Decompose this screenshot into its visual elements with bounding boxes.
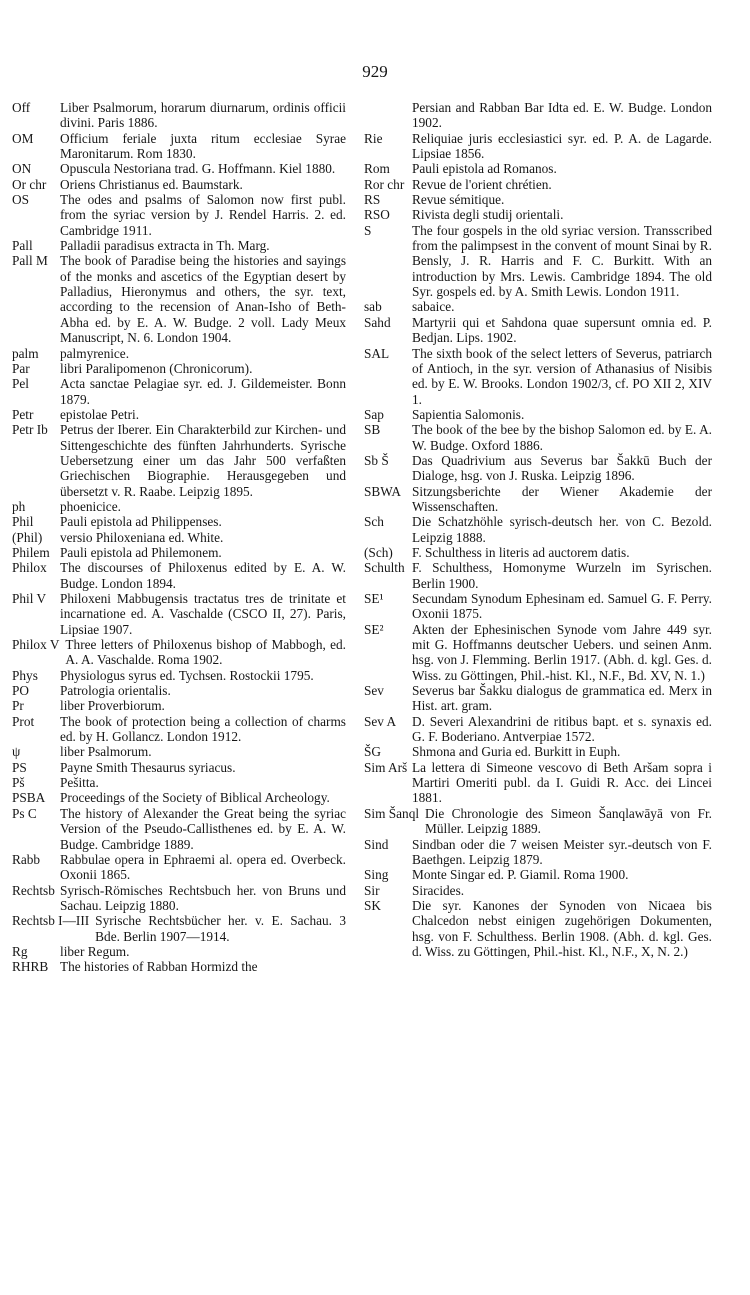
abbreviation-entry	[364, 806, 712, 837]
abbreviation-entry	[12, 637, 346, 668]
entry-description: Rabbulae opera in Ephraemi al. opera ed. Overbeck. Oxonii 1865.	[60, 851, 346, 883]
entry-description: Martyrii qui et Sahdona quae supersunt omnia ed. P. Bedjan. Lips. 1902.	[412, 314, 712, 346]
entry-abbreviation: Phil	[12, 514, 34, 530]
abbreviation-entry	[12, 407, 346, 422]
entry-abbreviation: Sahd	[364, 314, 391, 330]
entry-description: Die Schatzhöhle syrisch-deutsch her. von C. Bezold. Leipzig 1888.	[412, 514, 712, 545]
abbreviation-entry	[364, 177, 712, 192]
entry-description: liber Proverbiorum.	[60, 698, 165, 714]
entry-description: The discourses of Philoxenus edited by E. A. W. Budge. London 1894.	[60, 560, 346, 591]
entry-description: Siracides.	[412, 882, 465, 898]
entry-description: Rivista degli studij orientali.	[412, 207, 564, 223]
entry-description: Akten der Ephesinischen Synode vom Jahre 449 syr. mit G. Hoffmanns deutscher Uebers. und seinen Anm. hsg. von J. Flemming. Berlin 1917. (Abh. d. kgl. Ges. d. Wiss. zu Göttingen, Phil.-hist. Kl., N.F., Bd. XV, N. 1.)	[412, 621, 712, 683]
entry-abbreviation: Par	[12, 360, 30, 376]
entry-description: The book of protection being a collection of charms ed. by H. Gollancz. London 1912.	[60, 713, 346, 745]
entry-abbreviation: Sev A	[364, 713, 397, 729]
entry-abbreviation: Sing	[364, 867, 389, 883]
entry-description: Palladii paradisus extracta in Th. Marg.	[60, 238, 270, 254]
entry-abbreviation: Philox	[12, 560, 47, 576]
entry-description: Pauli epistola ad Romanos.	[412, 161, 557, 177]
abbreviation-entry	[12, 959, 346, 974]
entry-abbreviation: PO	[12, 683, 29, 699]
abbreviation-entry	[12, 192, 346, 238]
entry-abbreviation: ON	[12, 161, 32, 177]
entry-abbreviation: Sim Arš	[364, 759, 408, 775]
entry-description: Pauli epistola ad Philemonem.	[60, 544, 222, 560]
entry-abbreviation: Phys	[12, 667, 38, 683]
abbreviation-entry	[364, 484, 712, 515]
abbreviation-entry	[12, 775, 346, 790]
entry-abbreviation: Petr	[12, 406, 34, 422]
entry-abbreviation: ψ	[12, 744, 21, 760]
entry-description: Severus bar Šakku dialogus de grammatica ed. Merx in Hist. art. gram.	[412, 683, 712, 714]
entry-description: F. Schulthess in literis ad auctorem datis.	[412, 544, 630, 560]
entry-description: D. Severi Alexandrini de ritibus bapt. et s. synaxis ed. G. F. Boderiano. Antverpiae 1572.	[412, 713, 712, 745]
entry-abbreviation: Rie	[364, 130, 383, 146]
entry-description: Reliquiae juris ecclesiastici syr. ed. P. A. de Lagarde. Lipsiae 1856.	[412, 130, 712, 162]
left-column	[12, 100, 346, 975]
abbreviation-entry	[12, 514, 346, 529]
abbreviation-entry	[12, 253, 346, 345]
entry-abbreviation: Sim Šanql	[364, 805, 420, 821]
entry-abbreviation: ŠG	[364, 744, 381, 760]
abbreviation-entry	[12, 806, 346, 852]
entry-abbreviation: PS	[12, 759, 27, 775]
abbreviation-entry	[364, 223, 712, 300]
entry-abbreviation: PSBA	[12, 790, 46, 806]
entry-description: The histories of Rabban Hormizd the	[60, 959, 258, 975]
abbreviation-entry	[364, 100, 712, 131]
abbreviation-entry	[364, 346, 712, 407]
abbreviation-entry	[364, 422, 712, 453]
abbreviation-entry	[12, 852, 346, 883]
entry-abbreviation: Rg	[12, 943, 28, 959]
abbreviation-entry	[364, 867, 712, 882]
abbreviation-entry	[364, 545, 712, 560]
entry-description: Oriens Christianus ed. Baumstark.	[60, 176, 243, 192]
abbreviation-entry	[12, 361, 346, 376]
entry-description: sabaice.	[412, 299, 455, 315]
entry-abbreviation: SAL	[364, 345, 390, 361]
abbreviation-entry	[12, 714, 346, 745]
entry-description: Payne Smith Thesaurus syriacus.	[60, 759, 236, 775]
entry-description: epistolae Petri.	[60, 406, 140, 422]
entry-description: phoenicice.	[60, 498, 121, 514]
abbreviation-entry	[12, 683, 346, 698]
entry-description: Sindban oder die 7 weisen Meister syr.-deutsch von F. Baethgen. Leipzig 1879.	[412, 836, 712, 867]
entry-abbreviation: Rechtsb I—III	[12, 913, 90, 929]
entry-abbreviation: SE²	[364, 621, 384, 637]
entry-abbreviation: S	[364, 222, 372, 238]
entry-abbreviation: Off	[12, 100, 31, 115]
entry-abbreviation: Pall M	[12, 253, 48, 269]
abbreviation-entry	[12, 760, 346, 775]
entry-description: Sapientia Salomonis.	[412, 406, 525, 422]
entry-abbreviation: Pr	[12, 698, 24, 714]
abbreviation-entry	[364, 883, 712, 898]
entry-abbreviation: RHRB	[12, 959, 49, 975]
abbreviation-entry	[364, 315, 712, 346]
entry-abbreviation: Or chr	[12, 176, 47, 192]
abbreviation-entry	[12, 346, 346, 361]
entry-description: Secundam Synodum Ephesinam ed. Samuel G. F. Perry. Oxonii 1875.	[412, 591, 712, 622]
entry-abbreviation: Sch	[364, 514, 384, 530]
abbreviation-entry	[12, 422, 346, 499]
entry-abbreviation: Pall	[12, 238, 33, 254]
entry-description: Pauli epistola ad Philippenses.	[60, 514, 222, 530]
entry-description: Sitzungsberichte der Wiener Akademie der Wissenschaften.	[412, 483, 712, 514]
entry-description: Shmona and Guria ed. Burkitt in Euph.	[412, 744, 621, 760]
entry-description: Opuscula Nestoriana trad. G. Hoffmann. Kiel 1880.	[60, 161, 336, 177]
entry-description: liber Psalmorum.	[60, 744, 152, 760]
abbreviation-entry	[364, 131, 712, 162]
entry-description: La lettera di Simeone vescovo di Beth Aršam sopra i Martiri Omeriti publ. da I. Guidi R. Acc. dei Lincei 1881.	[412, 759, 712, 806]
entry-abbreviation: (Sch)	[364, 544, 393, 560]
entry-abbreviation: Sind	[364, 836, 389, 852]
entry-description: Die Chronologie des Simeon Šanqlawāyā von Fr. Müller. Leipzig 1889.	[425, 805, 712, 837]
abbreviation-entry	[364, 192, 712, 207]
entry-description: palmyrenice.	[60, 345, 130, 361]
entry-description: Das Quadrivium aus Severus bar Šakkū Buch der Dialoge, hsg. von J. Ruska. Leipzig 1896.	[412, 452, 712, 484]
entry-description: Syrische Rechtsbücher her. v. E. Sachau. 3 Bde. Berlin 1907—1914.	[95, 913, 346, 944]
entry-abbreviation: Prot	[12, 713, 35, 729]
entry-description: The book of the bee by the bishop Salomon ed. by E. A. W. Budge. Oxford 1886.	[412, 422, 712, 453]
abbreviation-entry	[364, 161, 712, 176]
entry-abbreviation: RS	[364, 192, 381, 208]
right-column	[364, 100, 712, 959]
entry-abbreviation: Pel	[12, 376, 29, 392]
entry-description: The sixth book of the select letters of Severus, patriarch of Antioch, in the syr. version of Athanasius of Nisibis ed. by E. W. Brooks. London 1902/3, cf. PO XII 2, XIV 1.	[412, 345, 712, 407]
entry-description: F. Schulthess, Homonyme Wurzeln im Syrischen. Berlin 1900.	[412, 560, 712, 591]
entry-description: versio Philoxeniana ed. White.	[60, 529, 224, 545]
abbreviation-entry	[364, 591, 712, 622]
entry-description: The book of Paradise being the histories and sayings of the monks and ascetics of the Egyptian desert by Palladius, Hieronymus and others, the syr. text, according to the recension of Anan-Isho of Beth-Abha ed. by E. A. W. Budge. 2 voll. Lady Meux Manuscript, N. 6. London 1904.	[60, 253, 346, 346]
entry-description: Pešitta.	[60, 775, 99, 791]
entry-abbreviation: Ps C	[12, 805, 37, 821]
abbreviation-entry	[364, 622, 712, 683]
abbreviation-entry	[12, 744, 346, 759]
abbreviation-entry	[364, 514, 712, 545]
abbreviation-entry	[364, 453, 712, 484]
abbreviation-entry	[364, 760, 712, 806]
entry-abbreviation: Sev	[364, 683, 384, 699]
entry-abbreviation: Rabb	[12, 851, 41, 867]
entry-description: Proceedings of the Society of Biblical Archeology.	[60, 790, 330, 806]
abbreviation-entry	[12, 545, 346, 560]
abbreviation-entry	[364, 744, 712, 759]
entry-description: Petrus der Iberer. Ein Charakterbild zur Kirchen- und Sittengeschichte des fünften Jahrhunderts. Syrische Uebersetzung einer um das Jahr 500 verfaßten Griechischen Biographie. Herausgegeben und übersetzt v. R. Raabe. Leipzig 1895.	[60, 422, 346, 499]
abbreviation-entry	[12, 376, 346, 407]
entry-abbreviation: Rom	[364, 161, 390, 177]
entry-abbreviation: Ror chr	[364, 176, 405, 192]
abbreviation-entry	[364, 837, 712, 868]
entry-abbreviation: Philem	[12, 544, 50, 560]
abbreviation-entry	[12, 913, 346, 944]
entry-abbreviation: OM	[12, 130, 34, 146]
abbreviation-entry	[12, 668, 346, 683]
entry-description: liber Regum.	[60, 943, 130, 959]
entry-abbreviation: Phil V	[12, 591, 47, 606]
abbreviation-entry	[12, 944, 346, 959]
abbreviation-entry	[364, 683, 712, 714]
abbreviation-entry	[364, 407, 712, 422]
entry-description: Three letters of Philoxenus bishop of Mabbogh, ed. A. A. Vaschalde. Roma 1902.	[65, 637, 346, 668]
abbreviation-entry	[364, 560, 712, 591]
entry-description: Syrisch-Römisches Rechtsbuch her. von Bruns und Sachau. Leipzig 1880.	[60, 882, 346, 913]
entry-abbreviation: Sb Š	[364, 452, 389, 468]
entry-description: Physiologus syrus ed. Tychsen. Rostockii 1795.	[60, 667, 314, 683]
entry-description: The four gospels in the old syriac version. Transscribed from the palimpsest in the convent of mount Sinai by R. Bensly, J. R. Harris and F. C. Burkitt. With an introduction by Mrs. Lewis. Cambridge 1894. The old Syr. gospels ed. by A. Smith Lewis. London 1911.	[412, 222, 712, 300]
entry-description: Liber Psalmorum, horarum diurnarum, ordinis officii divini. Paris 1886.	[60, 100, 346, 131]
entry-description: Officium feriale juxta ritum ecclesiae Syrae Maronitarum. Rom 1830.	[60, 130, 346, 162]
entry-description: Patrologia orientalis.	[60, 683, 171, 699]
entry-abbreviation: (Phil)	[12, 529, 43, 545]
entry-abbreviation: SB	[364, 422, 381, 438]
abbreviation-entry	[364, 714, 712, 745]
abbreviation-entry	[12, 100, 346, 131]
entry-abbreviation: Philox V	[12, 637, 60, 653]
abbreviation-entry	[12, 530, 346, 545]
entry-description: Revue sémitique.	[412, 192, 505, 208]
entry-description: Revue de l'orient chrétien.	[412, 176, 552, 192]
abbreviation-entry	[12, 499, 346, 514]
entry-abbreviation: Rechtsb	[12, 882, 55, 898]
abbreviation-entry	[12, 883, 346, 914]
entry-abbreviation: SK	[364, 897, 381, 913]
entry-description: Monte Singar ed. P. Giamil. Roma 1900.	[412, 867, 629, 883]
entry-abbreviation: Petr Ib	[12, 422, 48, 438]
abbreviation-entry	[12, 698, 346, 713]
abbreviation-entry	[12, 591, 346, 637]
abbreviation-entry	[12, 177, 346, 192]
entry-abbreviation: ph	[12, 498, 26, 514]
abbreviation-entry	[364, 898, 712, 959]
entry-abbreviation: Pš	[12, 775, 25, 791]
entry-description: Die syr. Kanones der Synoden von Nicaea bis Chalcedon nebst einigen zugehörigen Dokumenten, hsg. von F. Schulthess. Berlin 1908. (Abh. d. kgl. Ges. d. Wiss. zu Göttingen, Phil.-hist. Kl., N.F., X, N. 2.)	[412, 897, 712, 959]
entry-abbreviation: OS	[12, 192, 29, 208]
entry-abbreviation: palm	[12, 345, 39, 361]
entry-abbreviation: Schulth	[364, 560, 405, 576]
entry-description: libri Paralipomenon (Chronicorum).	[60, 360, 253, 376]
abbreviation-entry	[364, 207, 712, 222]
entry-abbreviation: Sir	[364, 882, 380, 898]
page-number: 929	[362, 62, 388, 81]
entry-abbreviation: sab	[364, 299, 382, 315]
entry-description: Philoxeni Mabbugensis tractatus tres de trinitate et incarnatione ed. A. Vaschalde (CSCO II, 27). Paris, Lipsiae 1907.	[60, 591, 346, 637]
abbreviation-entry	[364, 299, 712, 314]
abbreviation-entry	[12, 161, 346, 176]
entry-description: The history of Alexander the Great being the syriac Version of the Pseudo-Callisthenes ed. by E. A. W. Budge. Cambridge 1889.	[60, 805, 346, 852]
entry-abbreviation: RSO	[364, 207, 390, 223]
entry-abbreviation: SBWA	[364, 483, 401, 499]
entry-description: Acta sanctae Pelagiae syr. ed. J. Gildemeister. Bonn 1879.	[60, 376, 346, 407]
entry-abbreviation: Sap	[364, 406, 384, 422]
abbreviation-entry	[12, 790, 346, 805]
abbreviation-entry	[12, 131, 346, 162]
entry-description: Persian and Rabban Bar Idta ed. E. W. Budge. London 1902.	[412, 100, 712, 131]
entry-abbreviation: SE¹	[364, 591, 384, 606]
abbreviation-entry	[12, 560, 346, 591]
abbreviation-entry	[12, 238, 346, 253]
entry-description: The odes and psalms of Salomon now first publ. from the syriac version by J. Rendel Harris. 2. ed. Cambridge 1911.	[60, 192, 346, 238]
